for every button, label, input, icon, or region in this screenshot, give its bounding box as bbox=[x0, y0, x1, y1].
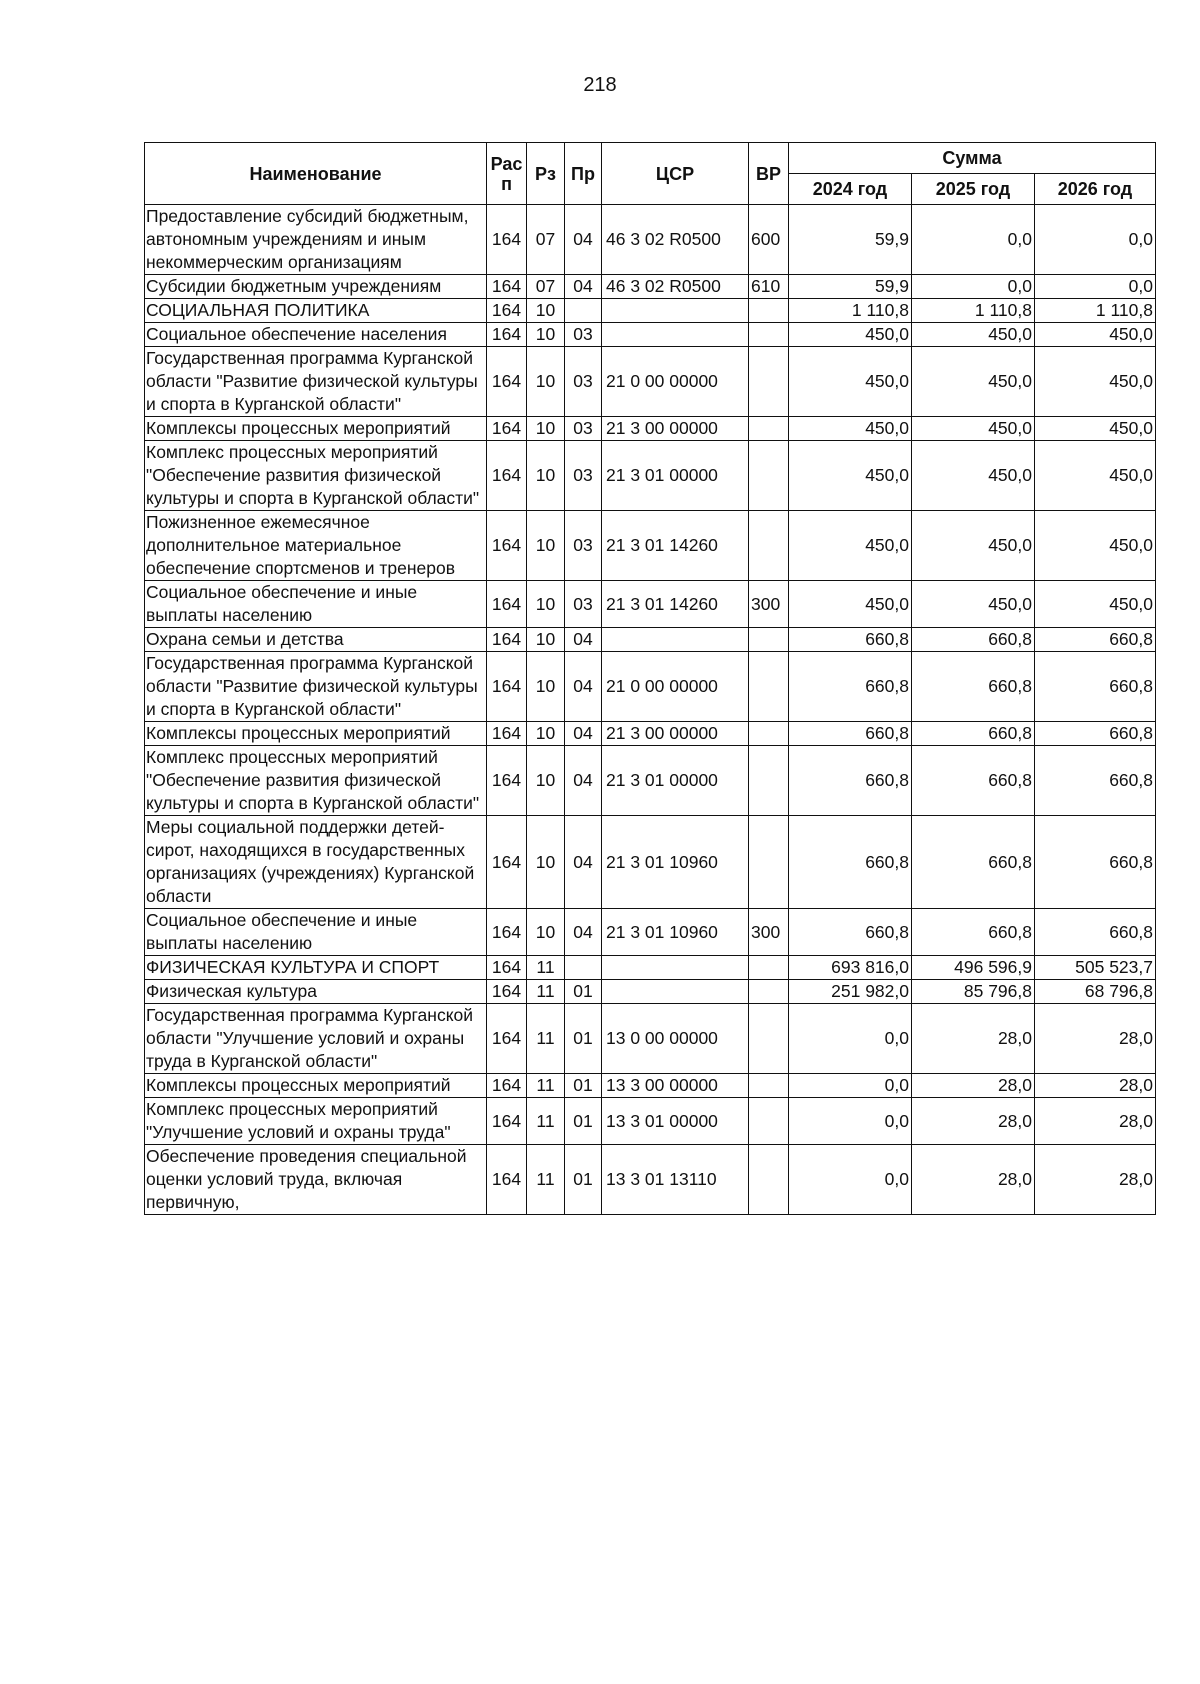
cell-rz: 10 bbox=[527, 299, 565, 323]
cell-2026: 68 796,8 bbox=[1035, 980, 1156, 1004]
cell-2024: 59,9 bbox=[789, 205, 912, 275]
cell-rasp: 164 bbox=[487, 417, 527, 441]
cell-name: Комплекс процессных мероприятий "Улучшение условий и охраны труда" bbox=[145, 1098, 487, 1145]
cell-pr bbox=[565, 956, 602, 980]
cell-2024: 660,8 bbox=[789, 816, 912, 909]
table-row bbox=[145, 205, 1156, 275]
cell-2024: 450,0 bbox=[789, 581, 912, 628]
cell-rz: 10 bbox=[527, 722, 565, 746]
table-row bbox=[145, 1098, 1156, 1145]
cell-2024: 0,0 bbox=[789, 1004, 912, 1074]
cell-vr bbox=[749, 417, 789, 441]
table-body bbox=[145, 205, 1156, 1215]
cell-vr bbox=[749, 1098, 789, 1145]
cell-rz: 11 bbox=[527, 1074, 565, 1098]
header-sum: Сумма bbox=[789, 143, 1156, 174]
cell-pr: 01 bbox=[565, 1145, 602, 1215]
cell-rz: 07 bbox=[527, 205, 565, 275]
cell-name: Субсидии бюджетным учреждениям bbox=[145, 275, 487, 299]
cell-vr bbox=[749, 628, 789, 652]
cell-rz: 10 bbox=[527, 652, 565, 722]
cell-name: СОЦИАЛЬНАЯ ПОЛИТИКА bbox=[145, 299, 487, 323]
cell-name: Охрана семьи и детства bbox=[145, 628, 487, 652]
table-row bbox=[145, 299, 1156, 323]
cell-2025: 450,0 bbox=[912, 323, 1035, 347]
cell-rz: 10 bbox=[527, 581, 565, 628]
cell-pr: 04 bbox=[565, 205, 602, 275]
cell-csr: 21 3 00 00000 bbox=[602, 722, 749, 746]
cell-pr: 03 bbox=[565, 511, 602, 581]
cell-rasp: 164 bbox=[487, 909, 527, 956]
cell-name: Комплексы процессных мероприятий bbox=[145, 417, 487, 441]
cell-rz: 11 bbox=[527, 1145, 565, 1215]
cell-2024: 1 110,8 bbox=[789, 299, 912, 323]
cell-rasp: 164 bbox=[487, 347, 527, 417]
cell-pr: 01 bbox=[565, 1074, 602, 1098]
cell-csr: 21 3 01 10960 bbox=[602, 816, 749, 909]
header-vr: ВР bbox=[749, 143, 789, 205]
cell-2025: 496 596,9 bbox=[912, 956, 1035, 980]
cell-2024: 450,0 bbox=[789, 347, 912, 417]
cell-csr: 46 3 02 R0500 bbox=[602, 275, 749, 299]
cell-vr bbox=[749, 347, 789, 417]
cell-vr bbox=[749, 816, 789, 909]
cell-2026: 505 523,7 bbox=[1035, 956, 1156, 980]
page-number: 218 bbox=[583, 74, 617, 96]
cell-name: Обеспечение проведения специальной оценки условий труда, включая первичную, bbox=[145, 1145, 487, 1215]
cell-rz: 07 bbox=[527, 275, 565, 299]
cell-2025: 0,0 bbox=[912, 275, 1035, 299]
cell-rasp: 164 bbox=[487, 816, 527, 909]
cell-rz: 10 bbox=[527, 628, 565, 652]
cell-2025: 450,0 bbox=[912, 441, 1035, 511]
cell-rz: 10 bbox=[527, 417, 565, 441]
cell-name: Государственная программа Курганской области "Развитие физической культуры и спорта в Курганской области" bbox=[145, 652, 487, 722]
table-row bbox=[145, 347, 1156, 417]
cell-rasp: 164 bbox=[487, 1074, 527, 1098]
cell-rz: 10 bbox=[527, 816, 565, 909]
cell-name: Государственная программа Курганской области "Улучшение условий и охраны труда в Курганской области" bbox=[145, 1004, 487, 1074]
table-row bbox=[145, 323, 1156, 347]
table-row bbox=[145, 1004, 1156, 1074]
cell-csr bbox=[602, 956, 749, 980]
cell-vr bbox=[749, 441, 789, 511]
table-row bbox=[145, 722, 1156, 746]
cell-vr: 610 bbox=[749, 275, 789, 299]
cell-2026: 660,8 bbox=[1035, 628, 1156, 652]
cell-2024: 660,8 bbox=[789, 746, 912, 816]
cell-rz: 10 bbox=[527, 909, 565, 956]
cell-csr bbox=[602, 980, 749, 1004]
cell-rasp: 164 bbox=[487, 511, 527, 581]
cell-2024: 0,0 bbox=[789, 1074, 912, 1098]
cell-vr bbox=[749, 323, 789, 347]
cell-csr: 21 3 00 00000 bbox=[602, 417, 749, 441]
cell-name: Пожизненное ежемесячное дополнительное материальное обеспечение спортсменов и тренеров bbox=[145, 511, 487, 581]
cell-vr bbox=[749, 746, 789, 816]
cell-2025: 0,0 bbox=[912, 205, 1035, 275]
header-rz: Рз bbox=[527, 143, 565, 205]
cell-2026: 660,8 bbox=[1035, 746, 1156, 816]
cell-vr bbox=[749, 1004, 789, 1074]
cell-rz: 10 bbox=[527, 347, 565, 417]
cell-rasp: 164 bbox=[487, 746, 527, 816]
cell-pr: 04 bbox=[565, 652, 602, 722]
cell-2026: 660,8 bbox=[1035, 816, 1156, 909]
table-row bbox=[145, 1074, 1156, 1098]
cell-pr: 04 bbox=[565, 275, 602, 299]
cell-rasp: 164 bbox=[487, 441, 527, 511]
cell-csr: 21 3 01 00000 bbox=[602, 746, 749, 816]
header-rasp: Рас п bbox=[487, 143, 527, 205]
cell-2026: 28,0 bbox=[1035, 1145, 1156, 1215]
cell-2026: 450,0 bbox=[1035, 511, 1156, 581]
cell-2026: 28,0 bbox=[1035, 1098, 1156, 1145]
header-year-2026: 2026 год bbox=[1035, 174, 1156, 205]
cell-2024: 450,0 bbox=[789, 417, 912, 441]
cell-vr bbox=[749, 652, 789, 722]
table-row bbox=[145, 511, 1156, 581]
cell-rasp: 164 bbox=[487, 1098, 527, 1145]
cell-2024: 0,0 bbox=[789, 1145, 912, 1215]
cell-csr: 21 3 01 14260 bbox=[602, 581, 749, 628]
cell-vr bbox=[749, 511, 789, 581]
cell-csr: 21 0 00 00000 bbox=[602, 652, 749, 722]
cell-2025: 660,8 bbox=[912, 628, 1035, 652]
cell-pr: 03 bbox=[565, 347, 602, 417]
cell-2025: 660,8 bbox=[912, 652, 1035, 722]
table-row bbox=[145, 909, 1156, 956]
cell-2026: 0,0 bbox=[1035, 205, 1156, 275]
cell-2026: 450,0 bbox=[1035, 417, 1156, 441]
cell-2025: 28,0 bbox=[912, 1145, 1035, 1215]
cell-2025: 85 796,8 bbox=[912, 980, 1035, 1004]
cell-rz: 11 bbox=[527, 980, 565, 1004]
cell-rasp: 164 bbox=[487, 722, 527, 746]
cell-2026: 28,0 bbox=[1035, 1004, 1156, 1074]
table-row bbox=[145, 652, 1156, 722]
cell-vr: 300 bbox=[749, 581, 789, 628]
cell-vr bbox=[749, 722, 789, 746]
table-row bbox=[145, 441, 1156, 511]
cell-rasp: 164 bbox=[487, 205, 527, 275]
cell-2026: 450,0 bbox=[1035, 323, 1156, 347]
cell-rasp: 164 bbox=[487, 652, 527, 722]
header-year-2025: 2025 год bbox=[912, 174, 1035, 205]
cell-name: Физическая культура bbox=[145, 980, 487, 1004]
table-row bbox=[145, 980, 1156, 1004]
cell-pr: 04 bbox=[565, 816, 602, 909]
cell-2024: 251 982,0 bbox=[789, 980, 912, 1004]
cell-vr bbox=[749, 1145, 789, 1215]
cell-2025: 28,0 bbox=[912, 1098, 1035, 1145]
cell-name: Социальное обеспечение и иные выплаты населению bbox=[145, 581, 487, 628]
cell-name: Государственная программа Курганской области "Развитие физической культуры и спорта в Курганской области" bbox=[145, 347, 487, 417]
cell-2025: 450,0 bbox=[912, 347, 1035, 417]
cell-2025: 660,8 bbox=[912, 722, 1035, 746]
cell-name: Предоставление субсидий бюджетным, автономным учреждениям и иным некоммерческим организациям bbox=[145, 205, 487, 275]
cell-2026: 450,0 bbox=[1035, 581, 1156, 628]
cell-vr: 300 bbox=[749, 909, 789, 956]
cell-name: Социальное обеспечение и иные выплаты населению bbox=[145, 909, 487, 956]
cell-name: Комплекс процессных мероприятий "Обеспечение развития физической культуры и спорта в Курганской области" bbox=[145, 746, 487, 816]
cell-2025: 28,0 bbox=[912, 1004, 1035, 1074]
cell-2026: 660,8 bbox=[1035, 722, 1156, 746]
table-row bbox=[145, 1145, 1156, 1215]
cell-csr bbox=[602, 628, 749, 652]
cell-rz: 10 bbox=[527, 441, 565, 511]
cell-2025: 660,8 bbox=[912, 816, 1035, 909]
cell-pr: 03 bbox=[565, 441, 602, 511]
cell-csr: 21 3 01 10960 bbox=[602, 909, 749, 956]
table-row bbox=[145, 816, 1156, 909]
cell-csr: 21 3 01 14260 bbox=[602, 511, 749, 581]
cell-2024: 660,8 bbox=[789, 628, 912, 652]
header-pr: Пр bbox=[565, 143, 602, 205]
cell-name: Комплекс процессных мероприятий "Обеспечение развития физической культуры и спорта в Курганской области" bbox=[145, 441, 487, 511]
cell-pr: 01 bbox=[565, 1004, 602, 1074]
cell-rasp: 164 bbox=[487, 275, 527, 299]
cell-2026: 660,8 bbox=[1035, 909, 1156, 956]
cell-rasp: 164 bbox=[487, 628, 527, 652]
table-row bbox=[145, 275, 1156, 299]
cell-2026: 660,8 bbox=[1035, 652, 1156, 722]
cell-rasp: 164 bbox=[487, 323, 527, 347]
cell-name: Комплексы процессных мероприятий bbox=[145, 1074, 487, 1098]
cell-2024: 450,0 bbox=[789, 323, 912, 347]
cell-2026: 450,0 bbox=[1035, 347, 1156, 417]
cell-csr bbox=[602, 299, 749, 323]
cell-vr bbox=[749, 299, 789, 323]
cell-vr: 600 bbox=[749, 205, 789, 275]
table-row bbox=[145, 581, 1156, 628]
cell-rasp: 164 bbox=[487, 956, 527, 980]
cell-2025: 450,0 bbox=[912, 417, 1035, 441]
cell-pr: 03 bbox=[565, 323, 602, 347]
cell-rz: 11 bbox=[527, 1098, 565, 1145]
cell-2024: 660,8 bbox=[789, 652, 912, 722]
cell-rasp: 164 bbox=[487, 980, 527, 1004]
cell-pr: 03 bbox=[565, 581, 602, 628]
table-row bbox=[145, 956, 1156, 980]
cell-2024: 660,8 bbox=[789, 722, 912, 746]
cell-2025: 450,0 bbox=[912, 581, 1035, 628]
cell-2024: 693 816,0 bbox=[789, 956, 912, 980]
cell-pr: 01 bbox=[565, 1098, 602, 1145]
cell-name: Комплексы процессных мероприятий bbox=[145, 722, 487, 746]
cell-csr: 13 3 01 00000 bbox=[602, 1098, 749, 1145]
cell-2026: 1 110,8 bbox=[1035, 299, 1156, 323]
cell-2025: 660,8 bbox=[912, 909, 1035, 956]
cell-2025: 660,8 bbox=[912, 746, 1035, 816]
cell-csr: 46 3 02 R0500 bbox=[602, 205, 749, 275]
cell-name: Меры социальной поддержки детей-сирот, находящихся в государственных организациях (учреждениях) Курганской области bbox=[145, 816, 487, 909]
header-name: Наименование bbox=[145, 143, 487, 205]
cell-2026: 0,0 bbox=[1035, 275, 1156, 299]
cell-name: ФИЗИЧЕСКАЯ КУЛЬТУРА И СПОРТ bbox=[145, 956, 487, 980]
cell-pr bbox=[565, 299, 602, 323]
cell-pr: 03 bbox=[565, 417, 602, 441]
cell-csr: 13 0 00 00000 bbox=[602, 1004, 749, 1074]
table-row bbox=[145, 628, 1156, 652]
cell-csr: 13 3 01 13110 bbox=[602, 1145, 749, 1215]
table-row bbox=[145, 417, 1156, 441]
cell-2025: 450,0 bbox=[912, 511, 1035, 581]
cell-vr bbox=[749, 1074, 789, 1098]
cell-vr bbox=[749, 956, 789, 980]
cell-rasp: 164 bbox=[487, 581, 527, 628]
budget-table bbox=[144, 142, 1156, 1215]
table-row bbox=[145, 746, 1156, 816]
cell-rz: 10 bbox=[527, 746, 565, 816]
header-year-2024: 2024 год bbox=[789, 174, 912, 205]
cell-rasp: 164 bbox=[487, 1145, 527, 1215]
cell-csr: 13 3 00 00000 bbox=[602, 1074, 749, 1098]
cell-pr: 01 bbox=[565, 980, 602, 1004]
cell-rz: 11 bbox=[527, 956, 565, 980]
cell-2024: 450,0 bbox=[789, 511, 912, 581]
cell-vr bbox=[749, 980, 789, 1004]
cell-rasp: 164 bbox=[487, 1004, 527, 1074]
cell-2024: 450,0 bbox=[789, 441, 912, 511]
cell-csr bbox=[602, 323, 749, 347]
cell-pr: 04 bbox=[565, 746, 602, 816]
cell-2026: 28,0 bbox=[1035, 1074, 1156, 1098]
cell-2025: 28,0 bbox=[912, 1074, 1035, 1098]
cell-2026: 450,0 bbox=[1035, 441, 1156, 511]
cell-2024: 660,8 bbox=[789, 909, 912, 956]
cell-name: Социальное обеспечение населения bbox=[145, 323, 487, 347]
cell-rz: 11 bbox=[527, 1004, 565, 1074]
cell-2024: 59,9 bbox=[789, 275, 912, 299]
cell-rz: 10 bbox=[527, 323, 565, 347]
cell-pr: 04 bbox=[565, 722, 602, 746]
cell-2024: 0,0 bbox=[789, 1098, 912, 1145]
cell-pr: 04 bbox=[565, 909, 602, 956]
cell-rasp: 164 bbox=[487, 299, 527, 323]
cell-csr: 21 0 00 00000 bbox=[602, 347, 749, 417]
cell-pr: 04 bbox=[565, 628, 602, 652]
cell-rz: 10 bbox=[527, 511, 565, 581]
cell-2025: 1 110,8 bbox=[912, 299, 1035, 323]
header-csr: ЦСР bbox=[602, 143, 749, 205]
cell-csr: 21 3 01 00000 bbox=[602, 441, 749, 511]
